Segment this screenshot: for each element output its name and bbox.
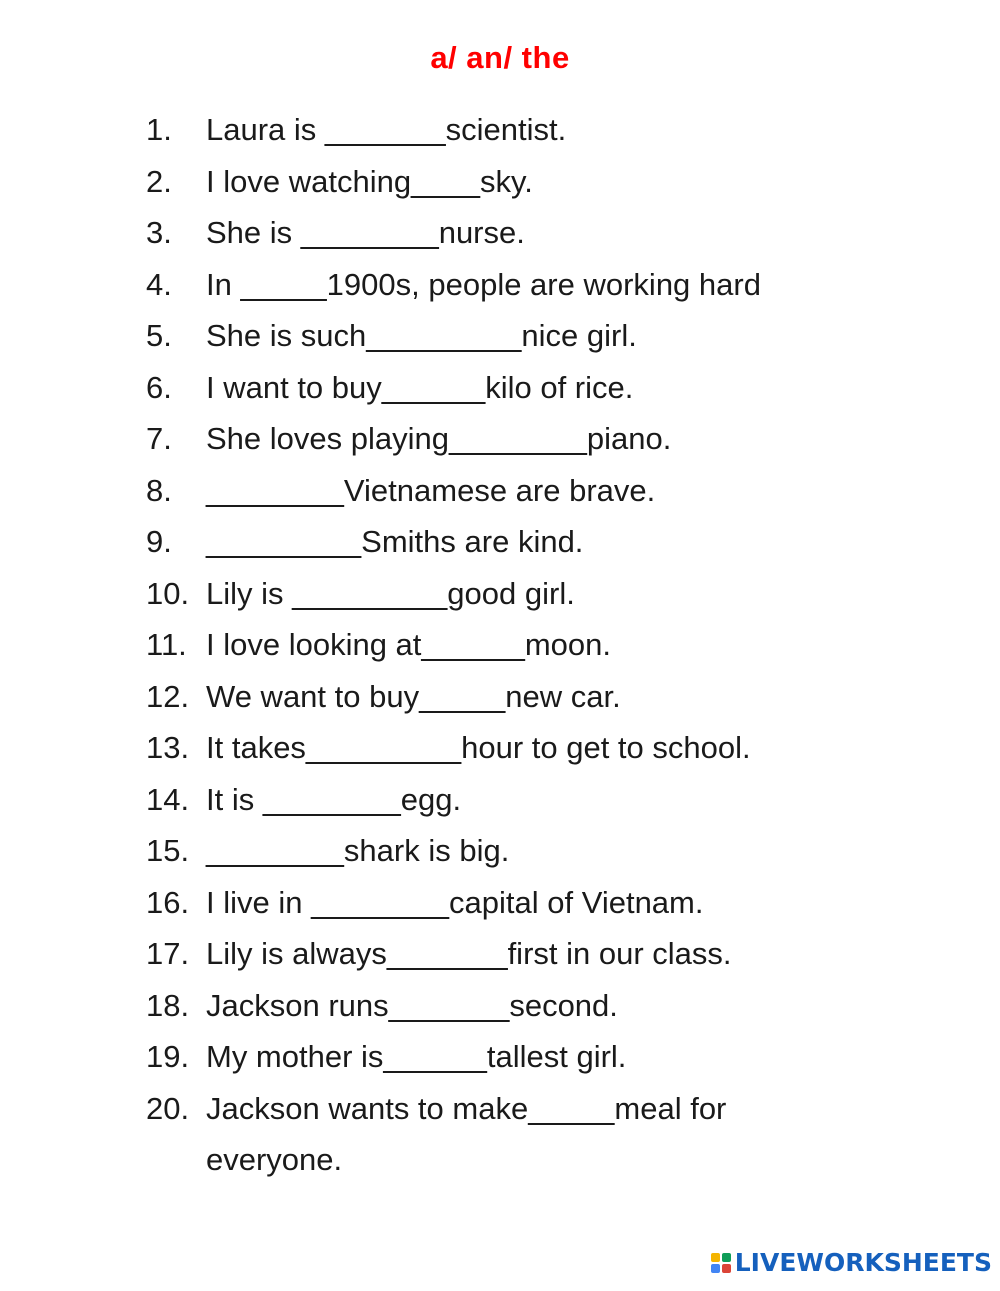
question-item <box>146 413 966 465</box>
liveworksheets-logo[interactable] <box>711 1248 992 1277</box>
question-item <box>146 1031 966 1083</box>
question-text: It takes_________hour to get to school. <box>206 730 751 765</box>
question-text: She loves playing________piano. <box>206 421 672 456</box>
question-text: I want to buy______kilo of rice. <box>206 369 634 405</box>
liveworksheets-logo-icon <box>711 1253 731 1273</box>
question-number: 6. <box>146 369 172 405</box>
question-number: 20. <box>146 1090 190 1126</box>
question-item <box>146 156 966 208</box>
question-number: 10. <box>146 575 190 611</box>
question-item <box>146 465 966 517</box>
question-item <box>146 259 966 311</box>
question-text: I live in ________capital of Vietnam. <box>206 884 704 920</box>
question-number: 5. <box>146 318 172 353</box>
question-number: 4. <box>146 266 172 302</box>
question-text: She is ________nurse. <box>206 215 525 250</box>
question-number: 1. <box>146 112 172 147</box>
question-item <box>146 207 966 259</box>
question-text: Jackson wants to make_____meal for everyone. <box>206 1090 736 1177</box>
question-item <box>146 1083 966 1186</box>
question-number: 9. <box>146 524 172 559</box>
question-item <box>146 877 966 929</box>
question-text: Lily is _________good girl. <box>206 575 575 611</box>
question-number: 8. <box>146 472 172 508</box>
question-text: Lily is always_______first in our class. <box>206 936 732 971</box>
question-text: ________shark is big. <box>206 833 510 868</box>
question-text: I love watching____sky. <box>206 163 533 199</box>
question-text: In _____1900s, people are working hard <box>206 266 761 302</box>
question-number: 3. <box>146 215 172 250</box>
question-text: _________Smiths are kind. <box>206 524 584 559</box>
question-number: 7. <box>146 421 172 456</box>
question-item <box>146 619 966 671</box>
question-number: 13. <box>146 730 190 765</box>
question-text: ________Vietnamese are brave. <box>206 472 656 508</box>
question-number: 17. <box>146 936 190 971</box>
question-item <box>146 310 966 362</box>
liveworksheets-logo-text: LIVEWORKSHEETS <box>734 1248 992 1277</box>
question-item <box>146 774 966 826</box>
question-item <box>146 825 966 877</box>
question-number: 18. <box>146 987 190 1023</box>
worksheet-title: a/ an/ the <box>430 40 570 75</box>
question-item <box>146 671 966 723</box>
question-item <box>146 722 966 774</box>
question-text: Laura is _______scientist. <box>206 112 567 147</box>
question-text: She is such_________nice girl. <box>206 318 637 353</box>
question-item <box>146 980 966 1032</box>
question-text: Jackson runs_______second. <box>206 987 618 1023</box>
question-list <box>146 104 966 1186</box>
question-number: 16. <box>146 884 190 920</box>
question-number: 14. <box>146 781 190 817</box>
question-number: 11. <box>146 627 187 662</box>
question-number: 19. <box>146 1039 190 1074</box>
question-item <box>146 568 966 620</box>
question-number: 15. <box>146 833 190 868</box>
question-item <box>146 928 966 980</box>
question-item <box>146 104 966 156</box>
question-text: It is ________egg. <box>206 781 462 817</box>
question-item <box>146 362 966 414</box>
question-text: We want to buy_____new car. <box>206 678 621 714</box>
question-text: I love looking at______moon. <box>206 627 612 662</box>
question-item <box>146 516 966 568</box>
question-text: My mother is______tallest girl. <box>206 1039 627 1074</box>
question-number: 2. <box>146 163 172 199</box>
question-number: 12. <box>146 678 190 714</box>
